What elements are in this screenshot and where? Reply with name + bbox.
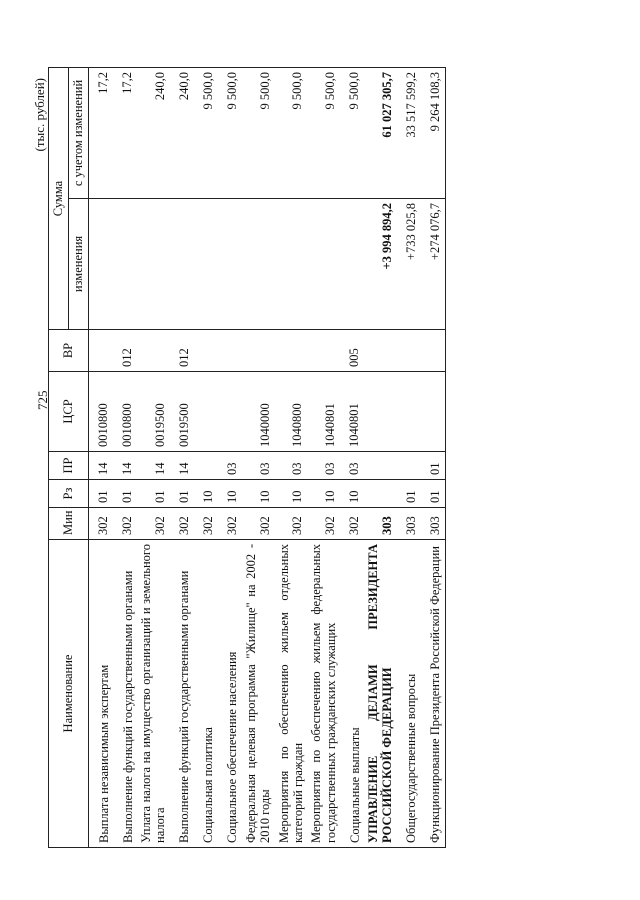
cell-min: 302	[137, 508, 170, 540]
cell-vr: 012	[113, 330, 137, 372]
cell-rz: 10	[194, 480, 218, 508]
cell-name: Социальное обеспечение населения	[218, 540, 242, 848]
cell-change	[113, 199, 137, 330]
cell-min: 302	[340, 508, 364, 540]
cell-pr: 03	[307, 452, 340, 480]
cell-change: +3 994 894,2	[364, 199, 397, 330]
cell-total: 9 500,0	[340, 68, 364, 199]
cell-change: +274 076,7	[421, 199, 446, 330]
cell-pr: 14	[113, 452, 137, 480]
header-sum: Сумма	[49, 68, 69, 330]
header-change: изменения	[69, 199, 89, 330]
cell-change	[218, 199, 242, 330]
cell-rz: 10	[275, 480, 308, 508]
cell-rz: 10	[218, 480, 242, 508]
cell-total: 240,0	[170, 68, 194, 199]
cell-csr: 1040800	[275, 372, 308, 452]
cell-pr: 14	[170, 452, 194, 480]
cell-rz: 01	[397, 480, 421, 508]
cell-min: 302	[194, 508, 218, 540]
header-pr: ПР	[49, 452, 89, 480]
cell-name: Выполнение функций государственными органами	[170, 540, 194, 848]
cell-pr: 03	[340, 452, 364, 480]
cell-total: 9 264 108,3	[421, 68, 446, 199]
cell-min: 302	[89, 508, 114, 540]
cell-total: 33 517 599,2	[397, 68, 421, 199]
cell-csr	[364, 372, 397, 452]
cell-vr: 012	[170, 330, 194, 372]
cell-rz: 01	[137, 480, 170, 508]
table-row	[137, 68, 170, 848]
cell-min: 303	[364, 508, 397, 540]
table-body	[89, 68, 446, 848]
cell-csr: 1040000	[242, 372, 275, 452]
cell-vr	[275, 330, 308, 372]
cell-csr: 1040801	[307, 372, 340, 452]
cell-total: 9 500,0	[194, 68, 218, 199]
cell-csr: 0010800	[89, 372, 114, 452]
cell-csr	[194, 372, 218, 452]
cell-vr: 005	[340, 330, 364, 372]
cell-name: Федеральная целевая программа "Жилище" на 2002 - 2010 годы	[242, 540, 275, 848]
table-row	[364, 68, 397, 848]
cell-change: +733 025,8	[397, 199, 421, 330]
cell-rz: 10	[307, 480, 340, 508]
cell-vr	[242, 330, 275, 372]
cell-change	[307, 199, 340, 330]
cell-vr	[89, 330, 114, 372]
table-row	[218, 68, 242, 848]
table-row	[242, 68, 275, 848]
cell-pr: 01	[421, 452, 446, 480]
cell-total: 17,2	[113, 68, 137, 199]
cell-change	[137, 199, 170, 330]
cell-total: 9 500,0	[275, 68, 308, 199]
cell-name: Мероприятия по обеспечению жильем федеральных государственных гражданских служащих	[307, 540, 340, 848]
cell-name: УПРАВЛЕНИЕ ДЕЛАМИ ПРЕЗИДЕНТА РОССИЙСКОЙ ФЕДЕРАЦИИ	[364, 540, 397, 848]
cell-change	[89, 199, 114, 330]
cell-rz: 01	[170, 480, 194, 508]
cell-csr: 1040801	[340, 372, 364, 452]
cell-rz: 10	[242, 480, 275, 508]
cell-pr: 14	[137, 452, 170, 480]
header-min: Мин	[49, 508, 89, 540]
cell-min: 302	[242, 508, 275, 540]
cell-total: 9 500,0	[242, 68, 275, 199]
cell-name: Мероприятия по обеспечению жильем отдельных категорий граждан	[275, 540, 308, 848]
table-row	[421, 68, 446, 848]
cell-csr: 0019500	[170, 372, 194, 452]
cell-change	[170, 199, 194, 330]
table-row	[275, 68, 308, 848]
table-row	[307, 68, 340, 848]
budget-table	[48, 67, 446, 848]
cell-change	[340, 199, 364, 330]
cell-min: 302	[113, 508, 137, 540]
cell-name: Общегосударственные вопросы	[397, 540, 421, 848]
cell-csr	[397, 372, 421, 452]
cell-rz: 01	[89, 480, 114, 508]
cell-min: 302	[307, 508, 340, 540]
document-sheet	[0, 50, 610, 900]
cell-rz: 01	[421, 480, 446, 508]
cell-vr	[421, 330, 446, 372]
cell-pr	[397, 452, 421, 480]
cell-change	[242, 199, 275, 330]
cell-min: 303	[397, 508, 421, 540]
cell-total: 61 027 305,7	[364, 68, 397, 199]
cell-change	[194, 199, 218, 330]
table-row	[194, 68, 218, 848]
header-vr: ВР	[49, 330, 89, 372]
cell-pr	[364, 452, 397, 480]
table-header	[49, 68, 89, 848]
table-row	[170, 68, 194, 848]
cell-pr: 03	[275, 452, 308, 480]
cell-name: Выполнение функций государственными органами	[113, 540, 137, 848]
table-row	[89, 68, 114, 848]
header-rz: Рз	[49, 480, 89, 508]
cell-min: 303	[421, 508, 446, 540]
cell-change	[275, 199, 308, 330]
cell-total: 240,0	[137, 68, 170, 199]
cell-csr: 0010800	[113, 372, 137, 452]
table-row	[397, 68, 421, 848]
cell-min: 302	[218, 508, 242, 540]
header-csr: ЦСР	[49, 372, 89, 452]
cell-pr: 14	[89, 452, 114, 480]
cell-csr	[421, 372, 446, 452]
cell-total: 9 500,0	[218, 68, 242, 199]
cell-name: Социальная политика	[194, 540, 218, 848]
cell-vr	[194, 330, 218, 372]
cell-name: Уплата налога на имущество организаций и земельного налога	[137, 540, 170, 848]
cell-total: 17,2	[89, 68, 114, 199]
cell-name: Выплата независимым экспертам	[89, 540, 114, 848]
cell-csr	[218, 372, 242, 452]
header-name: Наименование	[49, 540, 89, 848]
cell-vr	[364, 330, 397, 372]
cell-vr	[137, 330, 170, 372]
table-row	[340, 68, 364, 848]
cell-vr	[307, 330, 340, 372]
cell-csr: 0019500	[137, 372, 170, 452]
cell-pr: 03	[242, 452, 275, 480]
cell-min: 302	[275, 508, 308, 540]
page-number-text: 725	[35, 390, 50, 410]
cell-total: 9 500,0	[307, 68, 340, 199]
cell-rz: 10	[340, 480, 364, 508]
cell-rz: 01	[113, 480, 137, 508]
cell-pr: 03	[218, 452, 242, 480]
units-note: (тыс. рублей)	[32, 78, 47, 152]
cell-min: 302	[170, 508, 194, 540]
cell-pr	[194, 452, 218, 480]
cell-rz	[364, 480, 397, 508]
table-row	[113, 68, 137, 848]
cell-name: Социальные выплаты	[340, 540, 364, 848]
header-with-change: с учетом изменений	[69, 68, 89, 199]
cell-name: Функционирование Президента Российской Федерации	[421, 540, 446, 848]
cell-vr	[218, 330, 242, 372]
cell-vr	[397, 330, 421, 372]
